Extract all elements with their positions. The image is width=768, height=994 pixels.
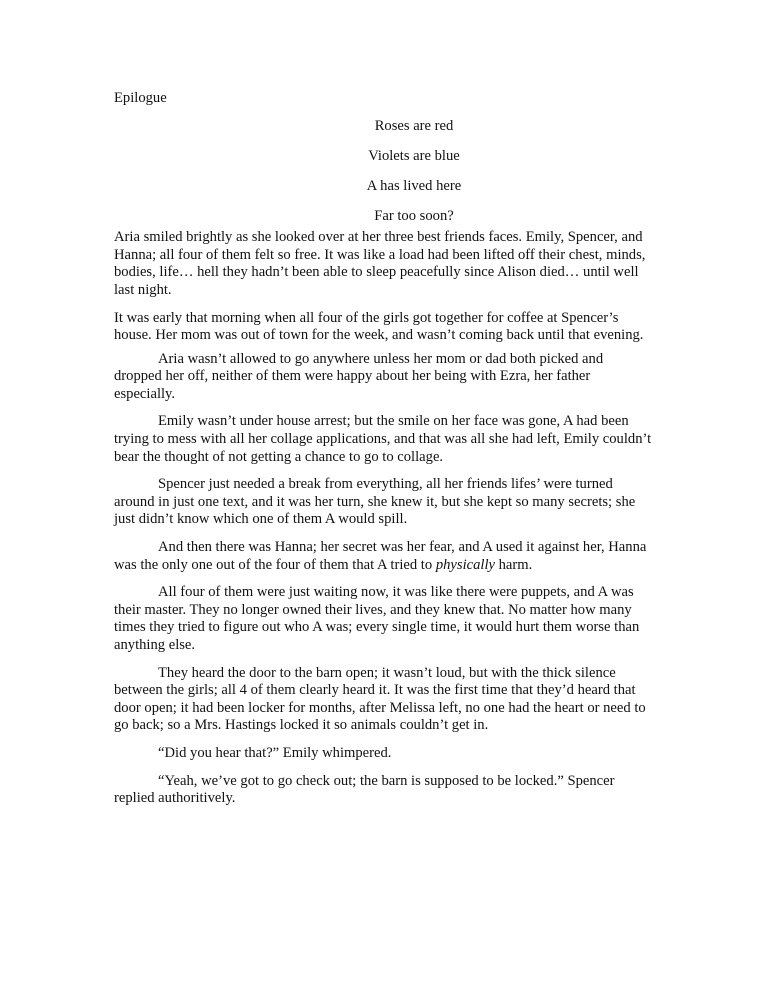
poem-line: Violets are blue [368, 147, 460, 164]
paragraph: They heard the door to the barn open; it wasn’t loud, but with the thick silence between the girls; all 4 of them clearly heard it. It was the first time that they’d heard that door open; it had been locker for months, after Melissa left, no one had the heart or need to go back; so a Mrs. Hastings locked it so animals couldn’t get in. [114, 664, 646, 734]
paragraph-text: And then there was Hanna; her secret was her fear, and A used it against her, Hanna was the only one out of the four of them that A tried to [114, 539, 647, 573]
paragraph: Aria wasn’t allowed to go anywhere unless her mom or dad both picked and dropped her off, neither of them were happy about her being with Ezra, her father especially. [114, 350, 604, 402]
paragraph: Emily wasn’t under house arrest; but the smile on her face was gone, A had been trying to mess with all her collage applications, and that was all she had left, Emily couldn’t bear the thought of not getting a chance to go to collage. [114, 413, 652, 465]
chapter-heading: Epilogue [114, 90, 167, 106]
poem-line: A has lived here [366, 177, 462, 194]
paragraph: Aria smiled brightly as she looked over at her three best friends faces. Emily, Spencer, and Hanna; all four of them felt so free. It was like a load had been lifted off their chest, minds, bodies, life… hell they hadn’t been able to sleep peacefully since Alison died… until well last night. [114, 229, 646, 298]
paragraph: “Yeah, we’ve got to go check out; the barn is supposed to be locked.” Spencer replied authoritively. [114, 772, 615, 807]
poem [114, 118, 654, 226]
document-page [114, 90, 654, 818]
paragraph: It was early that morning when all four of the girls got together for coffee at Spencer’s house. Her mom was out of town for the week, and wasn’t coming back until that evening. [114, 309, 644, 344]
poem-line: Roses are red [374, 117, 454, 134]
poem-line: Far too soon? [374, 207, 454, 224]
paragraph: All four of them were just waiting now, it was like there were puppets, and A was their master. They no longer owned their lives, and they knew that. No matter how many times they tried to figure out who A was; every single time, it would hurt them worse than anything else. [114, 584, 640, 654]
paragraph-text: harm. [494, 556, 533, 573]
paragraph: “Did you hear that?” Emily whimpered. [158, 744, 392, 761]
paragraph [114, 539, 654, 574]
emphasized-word: physically [435, 556, 495, 573]
paragraph: Spencer just needed a break from everything, all her friends lifes’ were turned around in just one text, and it was her turn, she knew it, but she kept so many secrets; she just didn’t know which one of them A would spill. [114, 476, 636, 528]
